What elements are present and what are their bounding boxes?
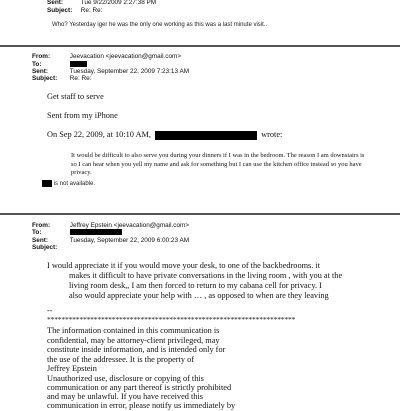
email1-body: Who? Yesterday iger he was the only one working as this was a last minute visit.. <box>52 22 268 28</box>
notice-line-2: confidential, may be attorney-client privileged, may <box>47 336 220 345</box>
email1-subject-row <box>47 7 102 15</box>
email2-quote: It would be difficult to also serve you during your dinners if I was in the bedroom. The reason I am downstairs is so I can hear when you yell my name and ask for something but I can use the kitchen office instead so you have privacy. <box>71 152 365 177</box>
email3-line-4: also would appreciate your help with … , as opposed to when are they leaving <box>69 291 329 300</box>
email2-not-available <box>42 180 95 188</box>
email3-line-1: I would appreciate it if you would move your desk, to one of the backbedrooms. it <box>47 261 321 270</box>
sent-label: Sent: <box>32 68 48 75</box>
subject-label: Subject: <box>32 244 58 251</box>
notice-line-8: and may be unlawful. If you have received this <box>47 392 203 401</box>
sent-label: Sent: <box>47 0 63 6</box>
on-prefix: On Sep 22, 2009, at 10:10 AM, <box>47 130 151 139</box>
on-suffix: wrote: <box>261 130 283 139</box>
separator-rule <box>0 45 400 47</box>
sent-label: Sent: <box>32 237 48 244</box>
notice-line-1: The information contained in this communication is <box>47 326 220 335</box>
from-label: From: <box>32 53 51 60</box>
sent-value: Tue 9/22/2009 2:27:38 PM <box>80 0 157 6</box>
notice-line-6: Unauthorized use, disclosure or copying of this <box>47 374 204 383</box>
redaction-block <box>70 61 87 67</box>
to-label: To: <box>32 61 42 68</box>
notice-line-3: constitute inside information, and is intended only for <box>47 345 226 354</box>
email3-subject-row <box>32 244 68 252</box>
redaction-block <box>42 180 52 187</box>
notice-line-9: communication in error, please notify us immediately by <box>47 401 236 410</box>
not-available-text: is not available. <box>53 181 96 188</box>
email2-line1: Get staff to serve <box>47 92 104 101</box>
email3-to-row <box>32 229 122 237</box>
email1-sent-row <box>47 0 156 7</box>
from-value: Jeevacation <jeevacation@gmail.com> <box>69 53 182 60</box>
separator-rule <box>0 213 400 215</box>
subject-value: Re: Re: <box>69 75 92 82</box>
redaction-block <box>155 131 257 140</box>
subject-label: Subject: <box>32 75 58 82</box>
email2-line2: Sent from my iPhone <box>47 111 118 120</box>
from-value: Jeffrey Epstein <jeevacation@gmail.com> <box>69 222 190 229</box>
email2-subject-row <box>32 75 91 83</box>
stars-divider: ********************************************************************* <box>47 315 296 324</box>
subject-value: Re: Re: <box>80 7 103 14</box>
notice-line-4: the use of the addressee. It is the property of <box>47 355 194 364</box>
notice-line-7: communication or any part thereof is strictly prohibited <box>47 383 232 392</box>
sent-value: Tuesday, September 22, 2009 7:23:13 AM <box>69 68 190 75</box>
subject-label: Subject: <box>47 7 73 14</box>
from-label: From: <box>32 222 51 229</box>
sent-value: Tuesday, September 22, 2009 6:00:23 AM <box>69 237 190 244</box>
email3-line-3: living room desk,, I am then forced to return to my cabana cell for privacy. I <box>69 281 322 290</box>
redaction-block <box>70 229 122 235</box>
notice-line-5: Jeffrey Epstein <box>47 364 97 373</box>
email2-on-line <box>47 129 282 140</box>
email3-line-2: makes it difficult to have private conversations in the living room , with you at the <box>69 271 343 280</box>
to-label: To: <box>32 229 42 236</box>
email2-from-row <box>32 53 181 61</box>
signature-dashes: -- <box>47 306 53 315</box>
